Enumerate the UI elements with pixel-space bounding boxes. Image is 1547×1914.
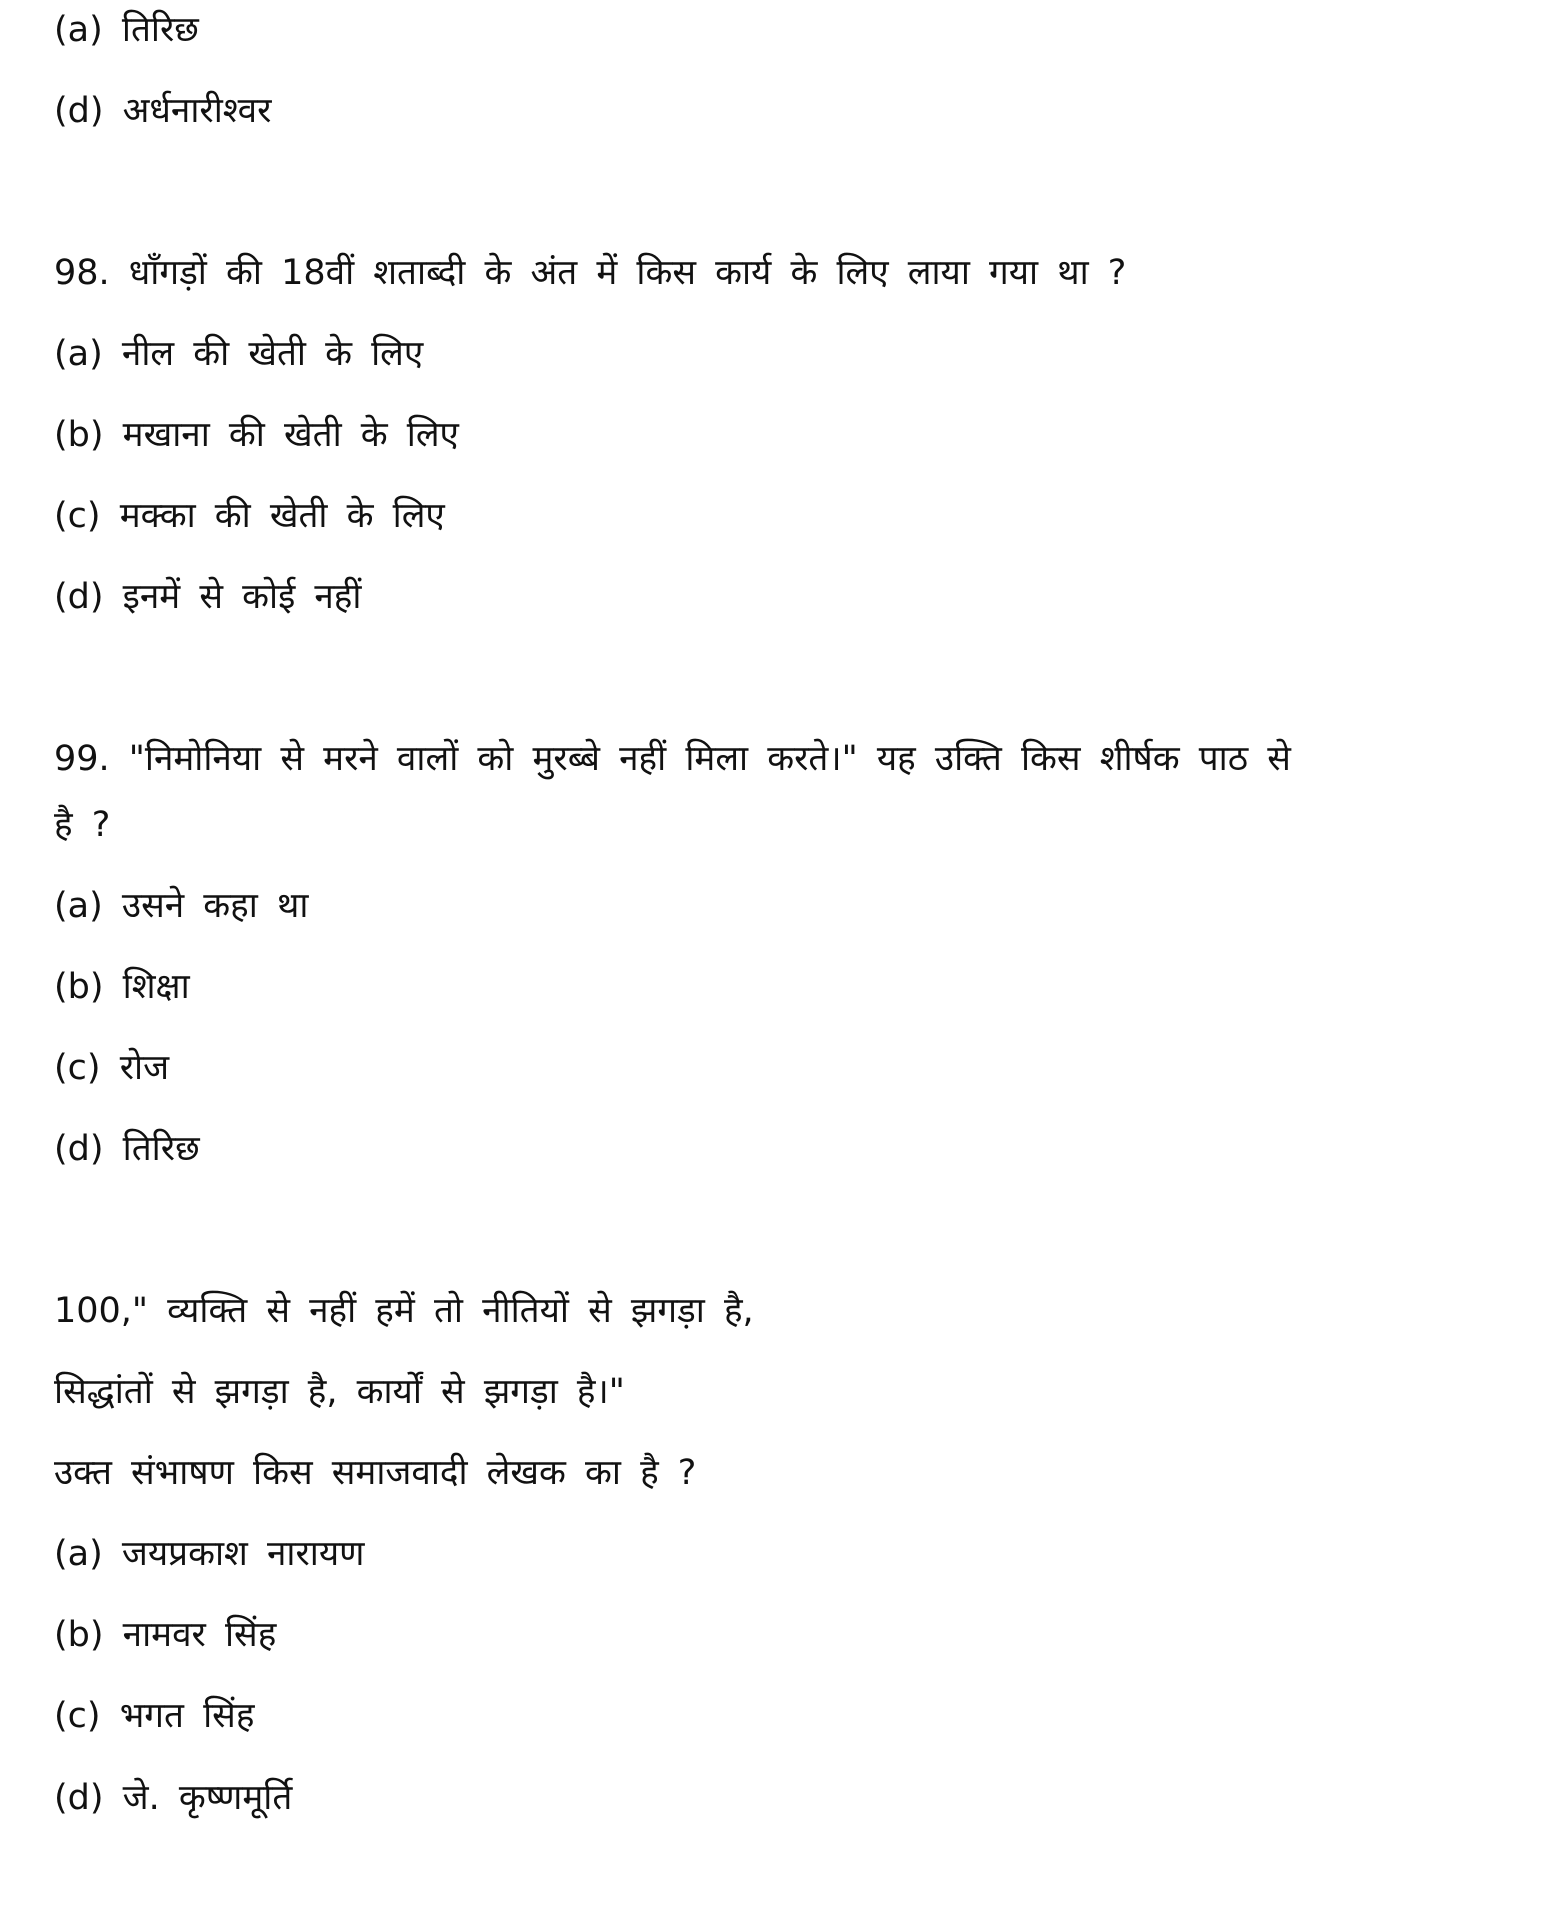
question-99-line1: 99. "निमोनिया से मरने वालों को मुरब्बे नहीं मिला करते।" यह उक्ति किस शीर्षक पाठ से [54, 739, 1291, 779]
option-text: मखाना की खेती के लिए [122, 415, 459, 455]
option-key: (c) [54, 496, 101, 536]
q100-option-c [54, 1694, 254, 1738]
option-key: (c) [54, 1048, 101, 1088]
prev-option-a [54, 8, 199, 52]
q98-option-a [54, 332, 423, 376]
q98-option-c [54, 494, 445, 538]
q99-option-a [54, 884, 308, 928]
q98-option-d [54, 575, 361, 619]
option-text: नील की खेती के लिए [121, 334, 424, 374]
option-text: अर्धनारीश्वर [122, 91, 272, 131]
question-100-line3: उक्त संभाषण किस समाजवादी लेखक का है ? [54, 1453, 697, 1493]
option-text: तिरिछ [122, 1129, 200, 1169]
option-text: जे. कृष्णमूर्ति [122, 1778, 293, 1818]
option-text: इनमें से कोई नहीं [122, 577, 362, 617]
option-text: मक्का की खेती के लिए [119, 496, 445, 536]
option-text: भगत सिंह [119, 1696, 255, 1736]
option-text: नामवर सिंह [122, 1615, 277, 1655]
q99-option-d [54, 1127, 200, 1171]
option-text: जयप्रकाश नारायण [121, 1534, 365, 1574]
option-key: (b) [54, 415, 104, 455]
question-100-line2: सिद्धांतों से झगड़ा है, कार्यों से झगड़ा है।" [54, 1372, 625, 1412]
option-key: (d) [54, 1778, 104, 1818]
option-key: (d) [54, 577, 104, 617]
option-key: (a) [54, 1534, 103, 1574]
q100-option-d [54, 1776, 292, 1820]
option-key: (c) [54, 1696, 101, 1736]
option-key: (d) [54, 1129, 104, 1169]
option-key: (d) [54, 91, 104, 131]
question-100-line1: 100," व्यक्ति से नहीं हमें तो नीतियों से झगड़ा है, [54, 1291, 754, 1331]
q99-option-c [54, 1046, 169, 1090]
option-key: (b) [54, 1615, 104, 1655]
option-key: (a) [54, 10, 103, 50]
option-key: (a) [54, 886, 103, 926]
question-98: 98. धाँगड़ों की 18वीं शताब्दी के अंत में किस कार्य के लिए लाया गया था ? [54, 253, 1127, 293]
option-text: शिक्षा [122, 967, 190, 1007]
prev-option-d [54, 89, 271, 133]
q99-option-b [54, 965, 190, 1009]
q100-option-a [54, 1532, 364, 1576]
option-key: (b) [54, 967, 104, 1007]
q98-option-b [54, 413, 459, 457]
option-text: रोज [119, 1048, 170, 1088]
option-text: तिरिछ [121, 10, 199, 50]
option-key: (a) [54, 334, 103, 374]
q100-option-b [54, 1613, 276, 1657]
question-99-line2: है ? [54, 805, 111, 845]
option-text: उसने कहा था [121, 886, 309, 926]
